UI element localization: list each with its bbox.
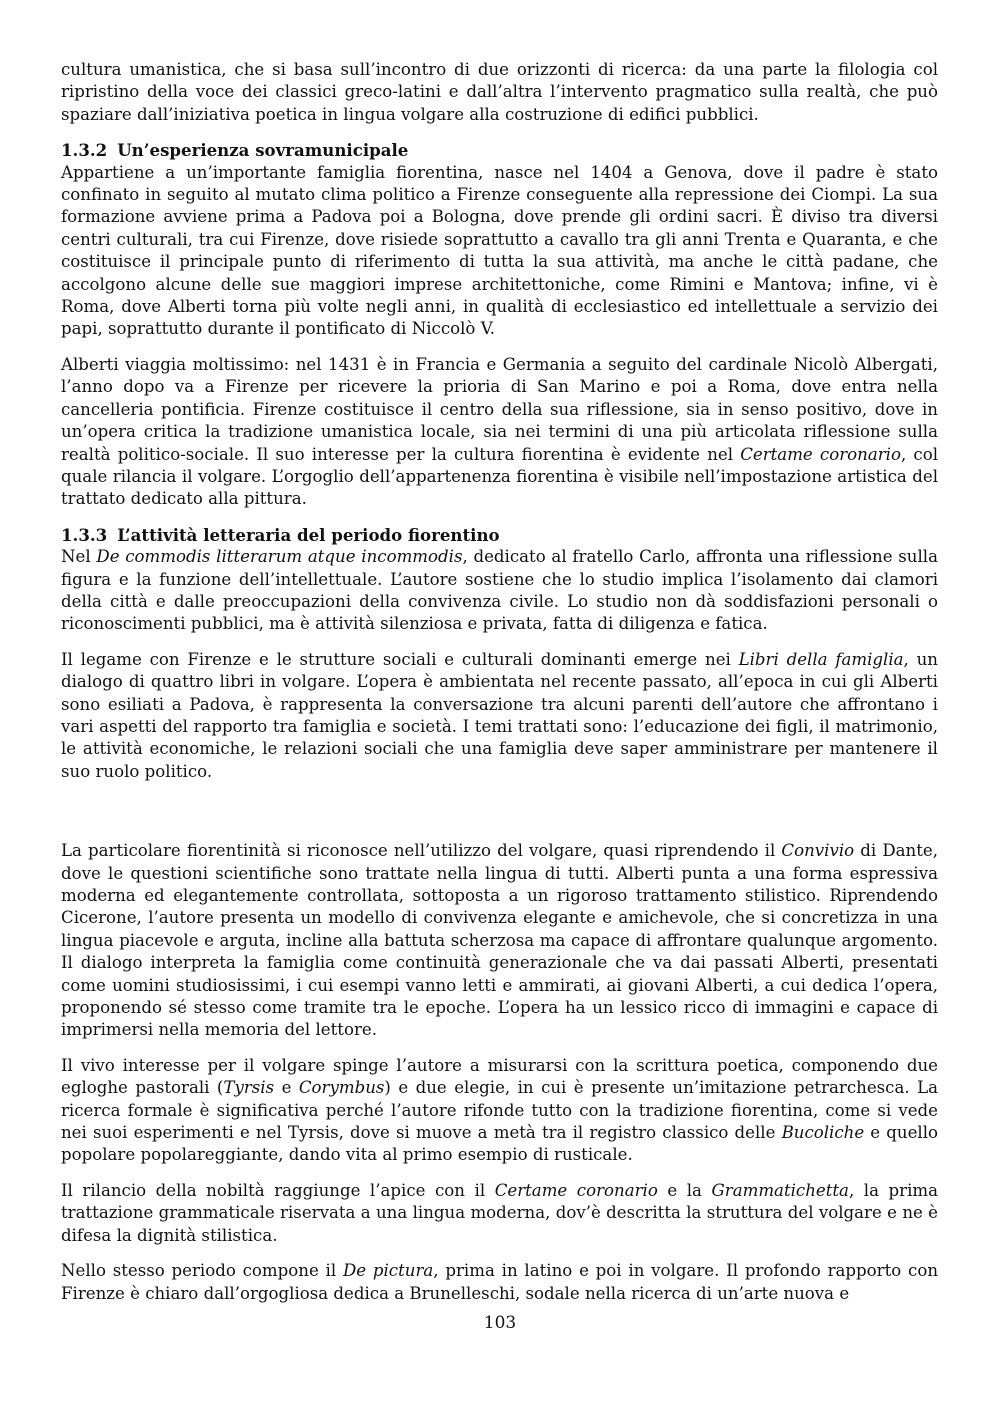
paragraph: [61, 59, 938, 126]
section-number: 1.3.3: [61, 524, 108, 545]
text-run: Il legame con Firenze e le strutture sociali e culturali dominanti emerge nei: [61, 649, 739, 669]
text-run: cultura umanistica, che si basa sull’incontro di due orizzonti di ricerca: da una parte la filologia col ripristino della voce dei classici greco-latini e dall’altra l’intervento pragmatico sulla realtà, che può spaziare dall’iniziativa poetica in lingua volgare alla costruzione di edifici pubblici.: [61, 60, 938, 124]
text-run: Il rilancio della nobiltà raggiunge l’apice con il: [61, 1180, 495, 1200]
text-run: Appartiene a un’importante famiglia fiorentina, nasce nel 1404 a Genova, dove il padre è stato confinato in seguito al mutato clima politico a Firenze conseguente alla repressione dei Ciompi. La sua formazione avviene prima a Padova poi a Bologna, dove prende gli ordini sacri. È diviso tra diversi centri culturali, tra cui Firenze, dove risiede soprattutto a cavallo tra gli anni Trenta e Quaranta, e che costituisce il principale punto di riferimento di tutta la sua attività, ma anche le città padane, che accolgono alcune delle sue maggiori imprese architettoniche, come Rimini e Mantova; infine, vi è Roma, dove Alberti torna più volte negli anni, in qualità di ecclesiastico ed intellettuale a servizio dei papi, soprattutto durante il pontificato di Niccolò V.: [61, 162, 938, 339]
paragraph: [61, 1260, 938, 1305]
paragraph: [61, 1180, 938, 1247]
italic-title-text: Grammatichetta: [711, 1180, 849, 1200]
text-run: Alberti viaggia moltissimo: nel 1431 è in Francia e Germania a seguito del cardinale Nicolò Albergati, l’anno dopo va a Firenze per ricevere la prioria di San Marino e poi a Roma, dove entra nella cancelleria pontificia. Firenze costituisce il centro della sua riflessione, sia in senso positivo, dove in un’opera critica la tradizione umanistica locale, sia nei termini di una più articolata riflessione sulla realtà politico-sociale. Il suo interesse per la cultura fiorentina è evidente nel: [61, 354, 938, 464]
section-1-3-2-body: [61, 162, 938, 511]
page-number: 103: [483, 1313, 517, 1333]
section-heading-1-3-2: [61, 139, 938, 161]
text-run: e quello popolare popolareggiante, dando vita al primo esempio di rusticale.: [61, 1123, 938, 1165]
italic-title-text: Certame coronario: [494, 1180, 658, 1200]
section-title: L’attività letteraria del periodo fiorentino: [117, 524, 500, 545]
paragraph: [61, 546, 938, 636]
text-run: Nel: [61, 547, 97, 567]
section-number: 1.3.2: [61, 140, 108, 161]
paragraph: [61, 649, 938, 783]
italic-title-text: Bucoliche: [781, 1123, 865, 1143]
section-heading-1-3-3: [61, 524, 938, 546]
italic-title-text: Convivio: [781, 841, 855, 861]
text-run: Il vivo interesse per il volgare spinge l’autore a misurarsi con la scrittura poetica, componendo due egloghe pastorali (: [61, 1055, 938, 1098]
paragraph: [61, 162, 938, 341]
italic-title-text: Libri della famiglia: [738, 649, 904, 669]
text-run: , dedicato al fratello Carlo, affronta una riflessione sulla figura e la funzione dell’intellettuale. L’autore sostiene che lo studio implica l’isolamento dai clamori della città e dalle preoccupazioni della convivenza civile. Lo studio non dà soddisfazioni personali o riconoscimenti pubblici, ma è attività silenziosa e privata, fatta di diligenza e fatica.: [61, 547, 938, 634]
text-run: , col quale rilancia il volgare. L’orgoglio dell’appartenenza fiorentina è visibile nell’impostazione artistica del trattato dedicato alla pittura.: [61, 444, 939, 509]
paragraph: [61, 1055, 938, 1167]
italic-title-text: Certame coronario: [740, 444, 901, 464]
text-run: e la: [657, 1180, 712, 1200]
text-run: , un dialogo di quattro libri in volgare. L’opera è ambientata nel recente passato, all’epoca in cui gli Alberti sono esiliati a Padova, è rappresenta la conversazione tra alcuni parenti dell’autore che affrontano i vari aspetti del rapporto tra famiglia e società. I temi trattati sono: l’educazione dei figli, il matrimonio, le attività economiche, le relazioni sociali che una famiglia deve saper amministrare per mantenere il suo ruolo politico.: [61, 649, 938, 781]
blank-space: [61, 796, 938, 840]
paragraph: [61, 354, 938, 511]
text-run: ) e due elegie, in cui è presente un’imitazione petrarchesca. La ricerca formale è significativa perché l’autore rifonde tutto con la tradizione fiorentina, come si vede nei suoi esperimenti e nel Tyrsis, dove si muove a metà tra il registro classico delle: [61, 1078, 938, 1143]
continuation-block: [61, 840, 938, 1305]
text-run: , prima in latino e poi in volgare. Il profondo rapporto con Firenze è chiaro dall’orgogliosa dedica a Brunelleschi, sodale nella ricerca di un’arte nuova e: [61, 1261, 938, 1303]
italic-title-text: Corymbus: [298, 1078, 385, 1098]
text-run: , la prima trattazione grammaticale riservata a una lingua moderna, dov’è descritta la struttura del volgare e ne è difesa la dignità stilistica.: [61, 1180, 939, 1245]
italic-title-text: De commodis litterarum atque incommodis: [96, 547, 463, 567]
text-run: Nello stesso periodo compone il: [61, 1261, 343, 1281]
text-run: di Dante, dove le questioni scientifiche sono trattate nella lingua di tutti. Alberti punta a una forma espressiva moderna ed elegantemente controllata, sottoposta a un rigoroso trattamento stilistico. Riprendendo Cicerone, l’autore presenta un modello di convivenza elegante e amichevole, che si concretizza in una lingua piacevole e arguta, incline alla battuta scherzosa ma capace di affrontare qualunque argomento. Il dialogo interpreta la famiglia come continuità generazionale che va dai passati Alberti, presentati come uomini studiosissimi, i cui esempi vanno letti e ammirati, ai giovani Alberti, a cui dedica l’opera, proponendo sé stesso come tramite tra le epoche. L’opera ha un lessico ricco di immagini e capace di imprimersi nella memoria del lettore.: [61, 841, 938, 1040]
italic-title-text: De pictura: [342, 1261, 434, 1281]
page-body: [61, 59, 938, 1318]
italic-title-text: Tyrsis: [223, 1078, 275, 1098]
section-1-3-3-body: [61, 546, 938, 783]
text-run: La particolare fiorentinità si riconosce nell’utilizzo del volgare, quasi riprendendo il: [61, 841, 782, 861]
intro-block: [61, 59, 938, 126]
section-title: Un’esperienza sovramunicipale: [117, 140, 409, 161]
text-run: e: [274, 1078, 299, 1098]
paragraph: [61, 840, 938, 1042]
